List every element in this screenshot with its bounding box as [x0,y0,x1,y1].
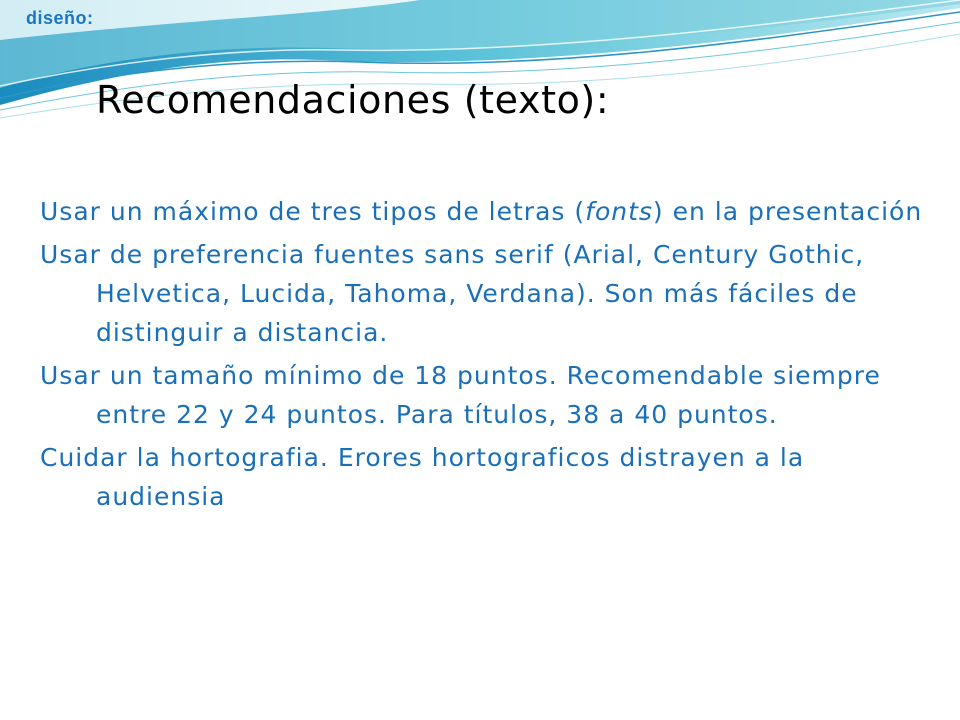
bullet-fonts-count [40,192,940,231]
bullet-text: Usar un máximo de tres tipos de letras ( [40,197,586,226]
bullet-spelling: Cuidar la hortografia. Erores hortograficos distrayen a la audiensia [40,443,805,511]
corner-label: diseño: [26,8,94,28]
bullet-italic-term: fonts [585,197,653,226]
bullet-text: ) en la presentación [652,197,923,226]
slide-title: Recomendaciones (texto): [96,78,610,122]
slide-body [40,192,940,520]
bullet-sans-serif: Usar de preferencia fuentes sans serif (Arial, Century Gothic, Helvetica, Lucida, Tahoma, Verdana). Son más fáciles de distinguir a distancia. [40,240,865,347]
bullet-font-size: Usar un tamaño mínimo de 18 puntos. Recomendable siempre entre 22 y 24 puntos. Para títulos, 38 a 40 puntos. [40,361,881,429]
